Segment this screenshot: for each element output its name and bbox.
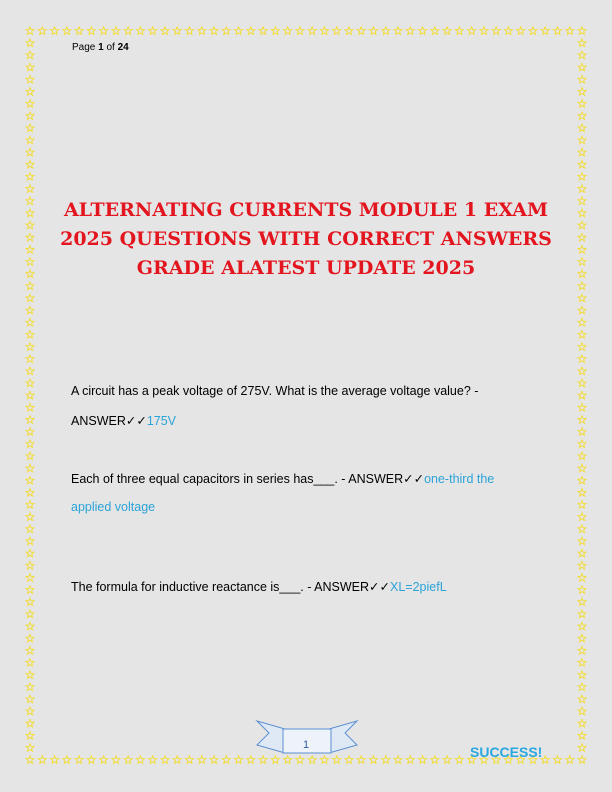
- star-icon: [578, 197, 586, 205]
- star-icon: [382, 27, 390, 35]
- star-icon: [26, 476, 34, 484]
- star-icon: [578, 683, 586, 691]
- star-icon: [455, 756, 463, 764]
- star-icon: [578, 537, 586, 545]
- question-1: [71, 377, 541, 435]
- star-icon: [26, 221, 34, 229]
- star-icon: [26, 27, 34, 35]
- page-prefix: Page: [72, 42, 96, 53]
- ribbon-banner-icon: [255, 717, 359, 757]
- star-icon: [578, 63, 586, 71]
- star-icon: [26, 318, 34, 326]
- star-icon: [26, 124, 34, 132]
- star-icon: [26, 233, 34, 241]
- star-icon: [26, 197, 34, 205]
- star-icon: [26, 646, 34, 654]
- star-icon: [112, 27, 120, 35]
- star-icon: [235, 756, 243, 764]
- star-icon: [578, 719, 586, 727]
- question-1-answer-line: [71, 407, 541, 435]
- star-icon: [529, 27, 537, 35]
- star-icon: [26, 440, 34, 448]
- star-icon: [578, 634, 586, 642]
- star-icon: [26, 416, 34, 424]
- star-icon: [578, 100, 586, 108]
- star-icon: [578, 306, 586, 314]
- star-icon: [431, 756, 439, 764]
- star-icon: [136, 756, 144, 764]
- star-icon: [26, 732, 34, 740]
- star-icon: [26, 343, 34, 351]
- star-icon: [161, 27, 169, 35]
- star-icon: [357, 27, 365, 35]
- page-current: 1: [98, 42, 104, 53]
- star-icon: [185, 27, 193, 35]
- star-icon: [26, 367, 34, 375]
- star-icon: [517, 27, 525, 35]
- question-3-answer: XL=2piefL: [390, 580, 447, 594]
- star-icon: [419, 27, 427, 35]
- star-icon: [578, 270, 586, 278]
- star-icon: [578, 367, 586, 375]
- star-icon: [308, 27, 316, 35]
- page-of: of: [106, 42, 115, 53]
- star-icon: [566, 756, 574, 764]
- star-icon: [26, 173, 34, 181]
- star-icon: [26, 683, 34, 691]
- star-icon: [100, 756, 108, 764]
- star-icon: [578, 343, 586, 351]
- star-icon: [578, 586, 586, 594]
- star-icon: [161, 756, 169, 764]
- star-icon: [26, 695, 34, 703]
- star-icon: [26, 75, 34, 83]
- star-icon: [26, 634, 34, 642]
- question-3: [71, 573, 541, 601]
- star-icon: [26, 306, 34, 314]
- star-icon: [578, 246, 586, 254]
- question-1-text: A circuit has a peak voltage of 275V. What is the average voltage value? -: [71, 384, 479, 398]
- document-title: [60, 196, 552, 283]
- star-icon: [443, 756, 451, 764]
- title-line-2: 2025 QUESTIONS WITH CORRECT ANSWERS: [60, 228, 552, 250]
- star-icon: [26, 39, 34, 47]
- star-icon: [333, 27, 341, 35]
- star-icon: [26, 501, 34, 509]
- star-icon: [406, 756, 414, 764]
- star-icon: [26, 403, 34, 411]
- star-icon: [26, 513, 34, 521]
- star-icon: [578, 440, 586, 448]
- star-icon: [26, 282, 34, 290]
- star-icon: [578, 148, 586, 156]
- star-icon: [26, 136, 34, 144]
- star-icon: [578, 622, 586, 630]
- checkmark-icon: ✓✓: [403, 471, 425, 486]
- title-line-3: GRADE ALATEST UPDATE 2025: [136, 257, 476, 279]
- star-icon: [578, 416, 586, 424]
- star-icon: [578, 294, 586, 302]
- star-icon: [578, 391, 586, 399]
- star-icon: [26, 719, 34, 727]
- star-icon: [26, 331, 34, 339]
- star-icon: [578, 160, 586, 168]
- question-2-text: Each of three equal capacitors in series has___. - ANSWER: [71, 472, 404, 486]
- star-icon: [210, 27, 218, 35]
- star-icon: [443, 27, 451, 35]
- star-icon: [578, 513, 586, 521]
- star-icon: [136, 27, 144, 35]
- star-icon: [578, 659, 586, 667]
- star-icon: [468, 27, 476, 35]
- star-icon: [149, 756, 157, 764]
- star-icon: [149, 27, 157, 35]
- star-icon: [26, 379, 34, 387]
- star-icon: [578, 646, 586, 654]
- star-icon: [271, 27, 279, 35]
- star-icon: [26, 355, 34, 363]
- star-icon: [63, 27, 71, 35]
- star-icon: [578, 112, 586, 120]
- star-icon: [578, 525, 586, 533]
- star-icon: [87, 27, 95, 35]
- question-3-text: The formula for inductive reactance is___. - ANSWER: [71, 580, 370, 594]
- star-icon: [578, 744, 586, 752]
- star-icon: [578, 39, 586, 47]
- question-2-line: [71, 465, 541, 493]
- question-2-answer-part1: one-third the: [424, 472, 495, 486]
- footer-page-number: 1: [302, 739, 310, 751]
- star-icon: [578, 318, 586, 326]
- star-icon: [26, 574, 34, 582]
- star-icon: [26, 246, 34, 254]
- star-icon: [578, 428, 586, 436]
- star-icon: [26, 185, 34, 193]
- star-icon: [75, 27, 83, 35]
- star-icon: [578, 282, 586, 290]
- star-icon: [26, 100, 34, 108]
- star-icon: [578, 695, 586, 703]
- star-icon: [578, 574, 586, 582]
- star-icon: [112, 756, 120, 764]
- star-icon: [578, 331, 586, 339]
- star-icon: [578, 173, 586, 181]
- star-icon: [26, 549, 34, 557]
- star-icon: [26, 428, 34, 436]
- checkmark-icon: ✓✓: [369, 579, 390, 594]
- star-icon: [578, 136, 586, 144]
- star-icon: [26, 537, 34, 545]
- star-icon: [578, 756, 586, 764]
- star-icon: [578, 51, 586, 59]
- star-icon: [320, 27, 328, 35]
- star-icon: [578, 501, 586, 509]
- question-1-answer: 175V: [146, 414, 177, 428]
- star-icon: [578, 610, 586, 618]
- star-icon: [124, 756, 132, 764]
- star-icon: [578, 209, 586, 217]
- star-icon: [394, 756, 402, 764]
- star-icon: [198, 756, 206, 764]
- star-icon: [222, 756, 230, 764]
- star-icon: [26, 88, 34, 96]
- star-icon: [26, 464, 34, 472]
- page-indicator: [72, 42, 129, 53]
- star-icon: [553, 27, 561, 35]
- question-2: [71, 465, 541, 521]
- star-icon: [578, 732, 586, 740]
- star-icon: [26, 294, 34, 302]
- star-icon: [185, 756, 193, 764]
- star-icon: [26, 561, 34, 569]
- star-icon: [100, 27, 108, 35]
- star-icon: [51, 27, 59, 35]
- star-icon: [259, 27, 267, 35]
- star-icon: [26, 391, 34, 399]
- star-icon: [578, 27, 586, 35]
- star-icon: [431, 27, 439, 35]
- star-icon: [26, 209, 34, 217]
- star-icon: [26, 525, 34, 533]
- star-icon: [504, 27, 512, 35]
- star-icon: [578, 671, 586, 679]
- star-icon: [578, 75, 586, 83]
- star-icon: [173, 756, 181, 764]
- star-icon: [51, 756, 59, 764]
- star-icon: [578, 233, 586, 241]
- answer-label: ANSWER: [71, 414, 126, 428]
- star-icon: [566, 27, 574, 35]
- star-icon: [26, 51, 34, 59]
- star-icon: [26, 622, 34, 630]
- star-icon: [235, 27, 243, 35]
- checkmark-icon: ✓✓: [125, 413, 147, 428]
- star-icon: [26, 598, 34, 606]
- star-icon: [124, 27, 132, 35]
- star-icon: [26, 452, 34, 460]
- star-icon: [173, 27, 181, 35]
- star-icon: [578, 707, 586, 715]
- star-icon: [553, 756, 561, 764]
- star-icon: [26, 270, 34, 278]
- star-icon: [406, 27, 414, 35]
- star-icon: [38, 27, 46, 35]
- star-icon: [247, 27, 255, 35]
- star-icon: [26, 659, 34, 667]
- star-icon: [26, 63, 34, 71]
- star-icon: [578, 124, 586, 132]
- star-icon: [578, 258, 586, 266]
- star-icon: [63, 756, 71, 764]
- star-icon: [26, 671, 34, 679]
- star-icon: [210, 756, 218, 764]
- star-icon: [578, 355, 586, 363]
- success-brand: SUCCESS!: [470, 744, 543, 760]
- star-icon: [578, 464, 586, 472]
- star-icon: [492, 27, 500, 35]
- star-icon: [578, 403, 586, 411]
- star-icon: [480, 27, 488, 35]
- star-icon: [578, 549, 586, 557]
- star-icon: [87, 756, 95, 764]
- star-icon: [26, 756, 34, 764]
- star-icon: [578, 379, 586, 387]
- star-icon: [578, 221, 586, 229]
- star-icon: [541, 756, 549, 764]
- star-icon: [26, 112, 34, 120]
- star-icon: [578, 489, 586, 497]
- question-2-answer-part2: applied voltage: [71, 500, 156, 514]
- page-total: 24: [117, 42, 129, 53]
- star-icon: [578, 452, 586, 460]
- star-icon: [369, 27, 377, 35]
- star-icon: [26, 148, 34, 156]
- star-icon: [541, 27, 549, 35]
- star-icon: [345, 27, 353, 35]
- star-icon: [247, 756, 255, 764]
- star-icon: [369, 756, 377, 764]
- title-line-1: ALTERNATING CURRENTS MODULE 1 EXAM: [63, 199, 549, 221]
- star-icon: [26, 489, 34, 497]
- star-icon: [26, 258, 34, 266]
- star-icon: [578, 88, 586, 96]
- star-icon: [26, 707, 34, 715]
- star-icon: [38, 756, 46, 764]
- star-icon: [578, 476, 586, 484]
- star-icon: [26, 744, 34, 752]
- star-icon: [419, 756, 427, 764]
- star-icon: [394, 27, 402, 35]
- star-icon: [198, 27, 206, 35]
- star-icon: [222, 27, 230, 35]
- star-icon: [26, 586, 34, 594]
- star-icon: [578, 598, 586, 606]
- star-icon: [455, 27, 463, 35]
- star-icon: [26, 160, 34, 168]
- star-icon: [382, 756, 390, 764]
- star-icon: [578, 185, 586, 193]
- star-icon: [296, 27, 304, 35]
- star-icon: [75, 756, 83, 764]
- star-icon: [578, 561, 586, 569]
- star-icon: [26, 610, 34, 618]
- star-icon: [284, 27, 292, 35]
